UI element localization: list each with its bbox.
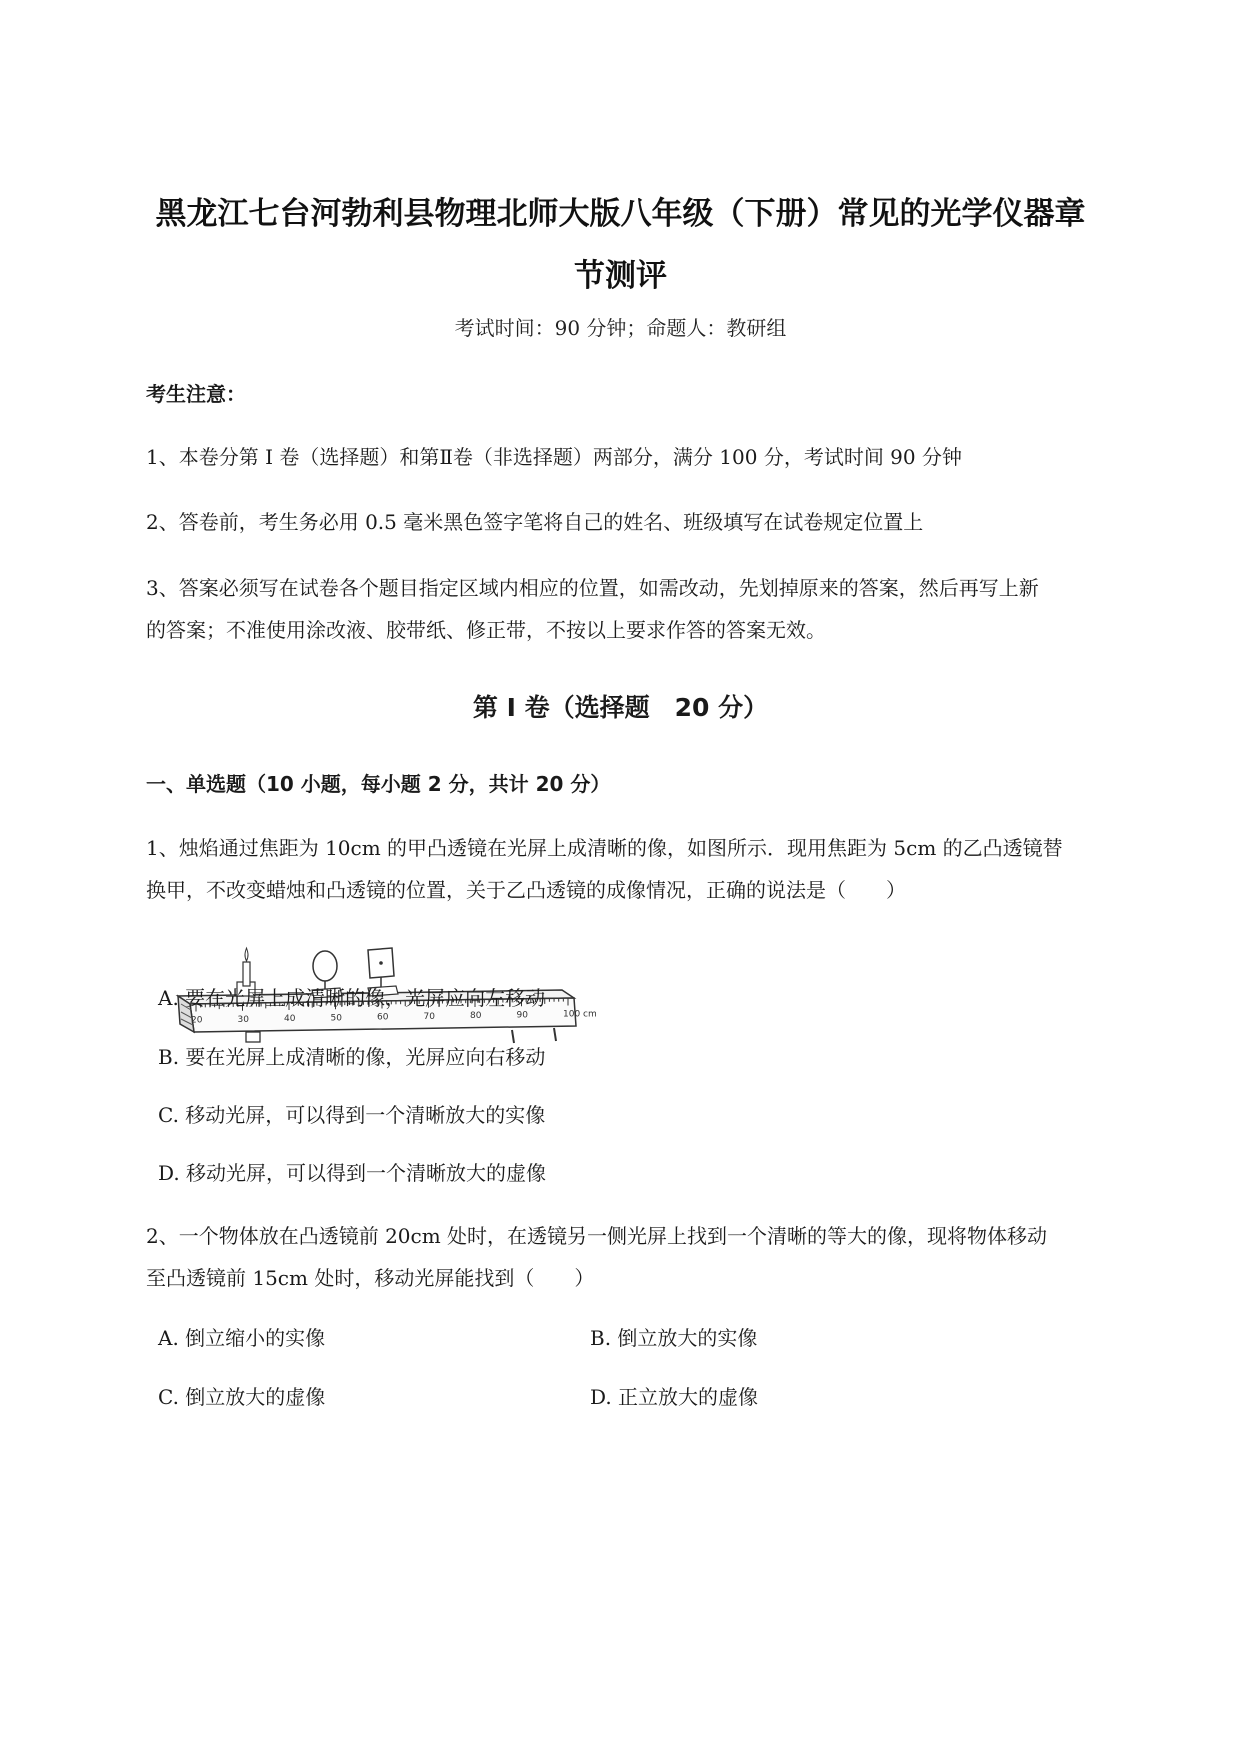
ruler-label: 90 [516, 1010, 528, 1021]
question-2-option-d: D. 正立放大的虚像 [590, 1385, 759, 1409]
part-heading: 一、单选题（10 小题，每小题 2 分，共计 20 分） [146, 772, 611, 796]
question-2-line1: 2、一个物体放在凸透镜前 20cm 处时，在透镜另一侧光屏上找到一个清晰的等大的像，现将物体移动 [146, 1224, 1048, 1248]
notice-item-3: 3、答案必须写在试卷各个题目指定区域内相应的位置，如需改动，先划掉原来的答案，然后再写上新 [146, 576, 1039, 600]
ruler-label: 30 [237, 1014, 249, 1025]
ruler-label: 20 [191, 1015, 203, 1026]
ruler-label: 40 [284, 1014, 296, 1024]
question-1-option-b: B. 要在光屏上成清晰的像，光屏应向右移动 [158, 1045, 546, 1069]
notice-item-2: 2、答卷前，考生务必用 0.5 毫米黑色签字笔将自己的姓名、班级填写在试卷规定位置上 [146, 510, 924, 534]
notice-item-1: 1、本卷分第 I 卷（选择题）和第Ⅱ卷（非选择题）两部分，满分 100 分，考试时间 90 分钟 [146, 445, 962, 469]
question-1-option-a: A. 要在光屏上成清晰的像，光屏应向左移动 [158, 986, 546, 1010]
question-2-option-b: B. 倒立放大的实像 [590, 1326, 758, 1350]
question-1-line2: 换甲，不改变蜡烛和凸透镜的位置，关于乙凸透镜的成像情况，正确的说法是（ ） [146, 878, 906, 902]
ruler-label: 70 [423, 1011, 435, 1022]
exam-title-line2: 节测评 [574, 258, 667, 294]
notice-item-3-cont: 的答案；不准使用涂改液、胶带纸、修正带，不按以上要求作答的答案无效。 [146, 618, 826, 642]
question-2-option-c: C. 倒立放大的虚像 [158, 1385, 326, 1409]
question-2-option-a: A. 倒立缩小的实像 [158, 1326, 326, 1350]
notice-heading: 考生注意： [146, 382, 246, 406]
ruler-label: 60 [377, 1012, 389, 1023]
ruler-label: 80 [470, 1011, 482, 1021]
section-title: 第 I 卷（选择题 20 分） [472, 693, 769, 722]
exam-title-line1: 黑龙江七台河勃利县物理北师大版八年级（下册）常见的光学仪器章 [155, 196, 1086, 232]
question-1-line1: 1、烛焰通过焦距为 10cm 的甲凸透镜在光屏上成清晰的像，如图所示．现用焦距为 5cm 的乙凸透镜替 [146, 836, 1063, 860]
question-2-line2: 至凸透镜前 15cm 处时，移动光屏能找到（ ） [146, 1266, 595, 1290]
question-1-option-d: D. 移动光屏，可以得到一个清晰放大的虚像 [158, 1161, 547, 1185]
ruler-label: 100 cm [563, 1009, 597, 1020]
question-1-option-c: C. 移动光屏，可以得到一个清晰放大的实像 [158, 1103, 546, 1127]
exam-subtitle: 考试时间：90 分钟；命题人：教研组 [454, 316, 787, 340]
ruler-label: 50 [330, 1013, 342, 1024]
